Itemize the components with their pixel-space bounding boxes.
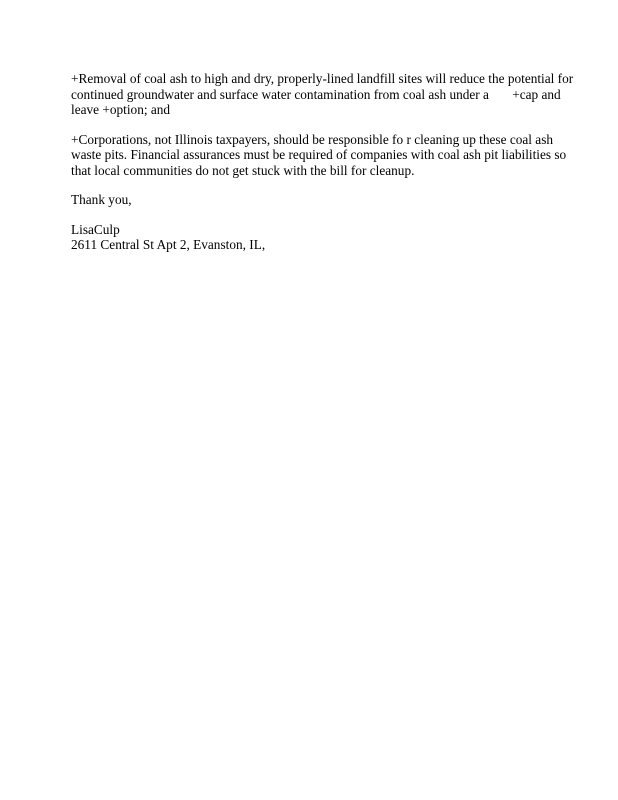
signature-block <box>71 222 561 253</box>
signature-name: LisaCulp <box>71 221 120 237</box>
paragraph-corporations <box>71 131 567 179</box>
letter-text-line: Thank you, <box>71 192 132 207</box>
letter-text-line: +Removal of coal ash to high and dry, properly-lined landfill sites will reduce the potential for <box>71 71 574 86</box>
signature-address: 2611 Central St Apt 2, Evanston, IL, <box>71 237 266 252</box>
closing-thanks <box>71 192 561 208</box>
letter-text-line: that local communities do not get stuck with the bill for cleanup. <box>71 162 415 178</box>
letter-body <box>71 71 574 253</box>
letter-text-line: waste pits. Financial assurances must be required of companies with coal ash pit liabilities so <box>71 147 567 162</box>
paragraph-removal <box>71 71 574 118</box>
letter-text-line: continued groundwater and surface water contamination from coal ash under a +cap and <box>71 86 561 102</box>
letter-text-line: +Corporations, not Illinois taxpayers, should be responsible fo r cleaning up these coal ash <box>71 131 554 147</box>
letter-text-line: leave +option; and <box>71 102 171 117</box>
